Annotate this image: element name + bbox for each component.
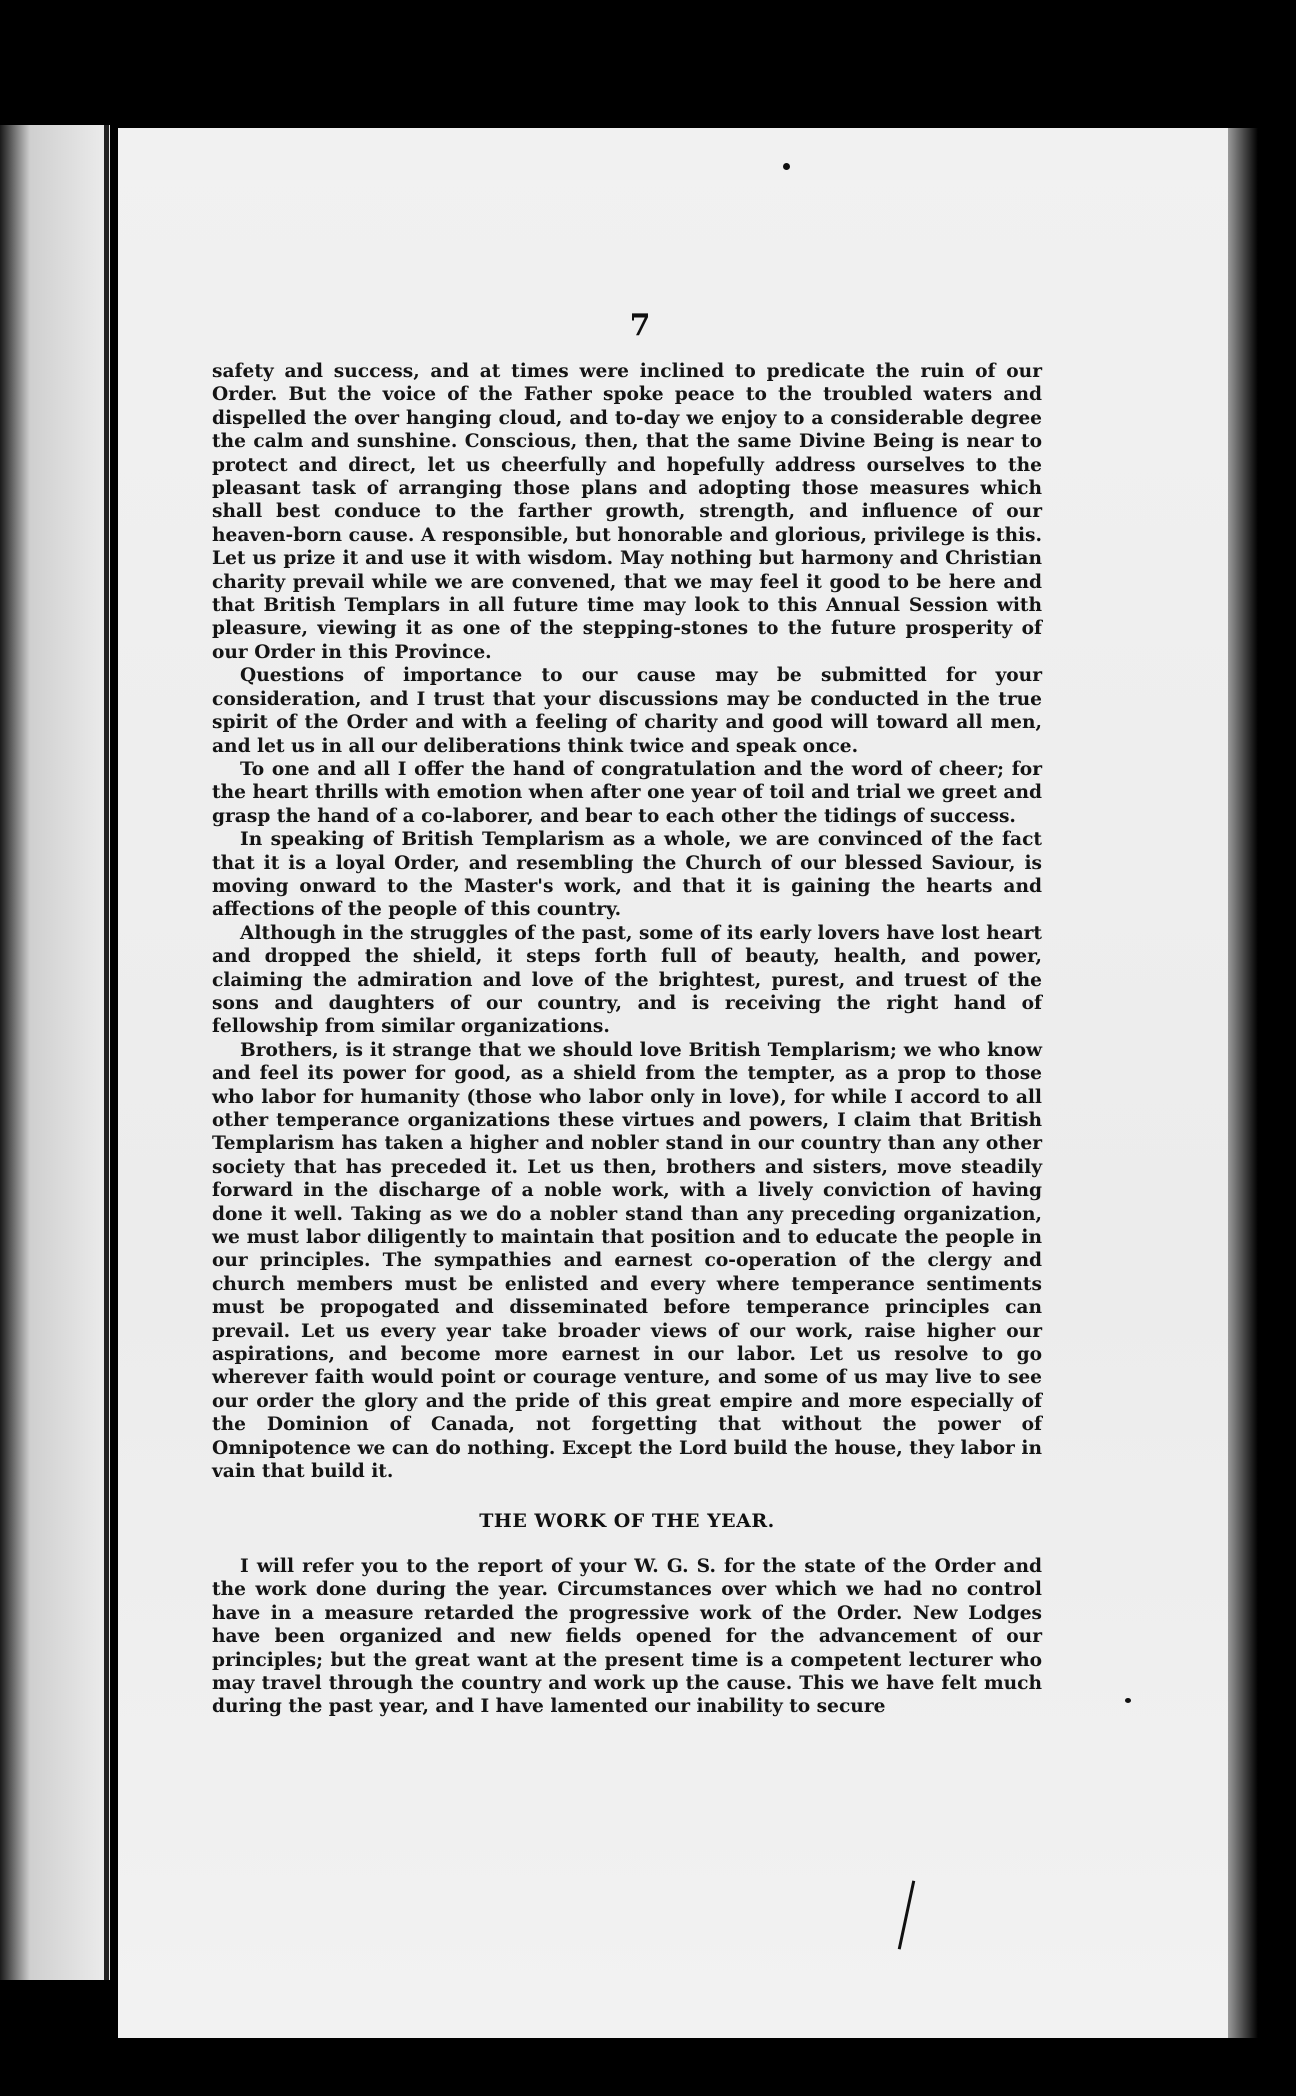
page-edge-shadow <box>1228 128 1258 2038</box>
paragraph: I will refer you to the report of your W. G. S. for the state of the Order and the work done during the year. Circumstances over which we had no control have in a measure retarded the progressive work of the Order. New Lodges have been organized and new fields opened for the advancement of our principles; but the great want at the present time is a competent lecturer who may travel through the country and work up the cause. This we have felt much during the past year, and I have lamented our inability to secure <box>212 1555 1042 1718</box>
ink-speck <box>783 163 790 170</box>
binding-gutter <box>104 125 109 1980</box>
page-number: 7 <box>629 308 651 343</box>
section-heading: THE WORK OF THE YEAR. <box>479 1509 775 1532</box>
paragraph: Brothers, is it strange that we should love British Templarism; we who know and feel its power for good, as a shield from the tempter, as a prop to those who labor for humanity (those who labor only in love), for while I accord to all other temperance organizations these virtues and powers, I claim that British Templarism has taken a higher and nobler stand in our country than any other society that has preceded it. Let us then, brothers and sisters, move steadily forward in the discharge of a noble work, with a lively conviction of having done it well. Taking as we do a nobler stand than any preceding organization, we must labor diligently to maintain that position and to educate the people in our principles. The sympathies and earnest co-operation of the clergy and church members must be enlisted and every where temperance sentiments must be propogated and disseminated before temperance principles can prevail. Let us every year take broader views of our work, raise higher our aspirations, and become more earnest in our labor. Let us resolve to go wherever faith would point or courage venture, and some of us may live to see our order the glory and the pride of this great empire and more especially of the Dominion of Canada, not forgetting that without the power of Omnipotence we can do nothing. Except the Lord build the house, they labor in vain that build it. <box>212 1039 1042 1483</box>
paragraph: Although in the struggles of the past, some of its early lovers have lost heart and dropped the shield, it steps forth full of beauty, health, and power, claiming the admiration and love of the brightest, purest, and truest of the sons and daughters of our country, and is receiving the right hand of fellowship from similar organizations. <box>212 922 1042 1038</box>
paragraph: To one and all I offer the hand of congratulation and the word of cheer; for the heart thrills with emotion when after one year of toil and trial we greet and grasp the hand of a co-laborer, and bear to each other the tidings of success. <box>212 758 1042 827</box>
paragraph: In speaking of British Templarism as a whole, we are convinced of the fact that it is a loyal Order, and resembling the Church of our blessed Saviour, is moving onward to the Master's work, and that it is gaining the hearts and affections of the people of this country. <box>212 829 1042 921</box>
paragraph: safety and success, and at times were inclined to predicate the ruin of our Order. But the voice of the Father spoke peace to the troubled waters and dispelled the over hanging cloud, and to-day we enjoy to a considerable degree the calm and sunshine. Conscious, then, that the same Divine Being is near to protect and direct, let us cheerfully and hopefully address ourselves to the pleasant task of arranging those plans and adopting those measures which shall best conduce to the farther growth, strength, and influence of our heaven-born cause. A responsible, but honorable and glorious, privilege is this. Let us prize it and use it with wisdom. May nothing but harmony and Christian charity prevail while we are convened, that we may feel it good to be here and that British Templars in all future time may look to this Annual Session with pleasure, viewing it as one of the stepping-stones to the future prosperity of our Order in this Province. <box>212 361 1042 663</box>
facing-page-edge <box>0 125 110 1980</box>
page-body <box>212 360 1042 1719</box>
ink-speck <box>1125 1698 1131 1703</box>
paragraph: Questions of importance to our cause may be submitted for your consideration, and I trust that your discussions may be conducted in the true spirit of the Order and with a feeling of charity and good will toward all men, and let us in all our deliberations think twice and speak once. <box>212 665 1042 757</box>
